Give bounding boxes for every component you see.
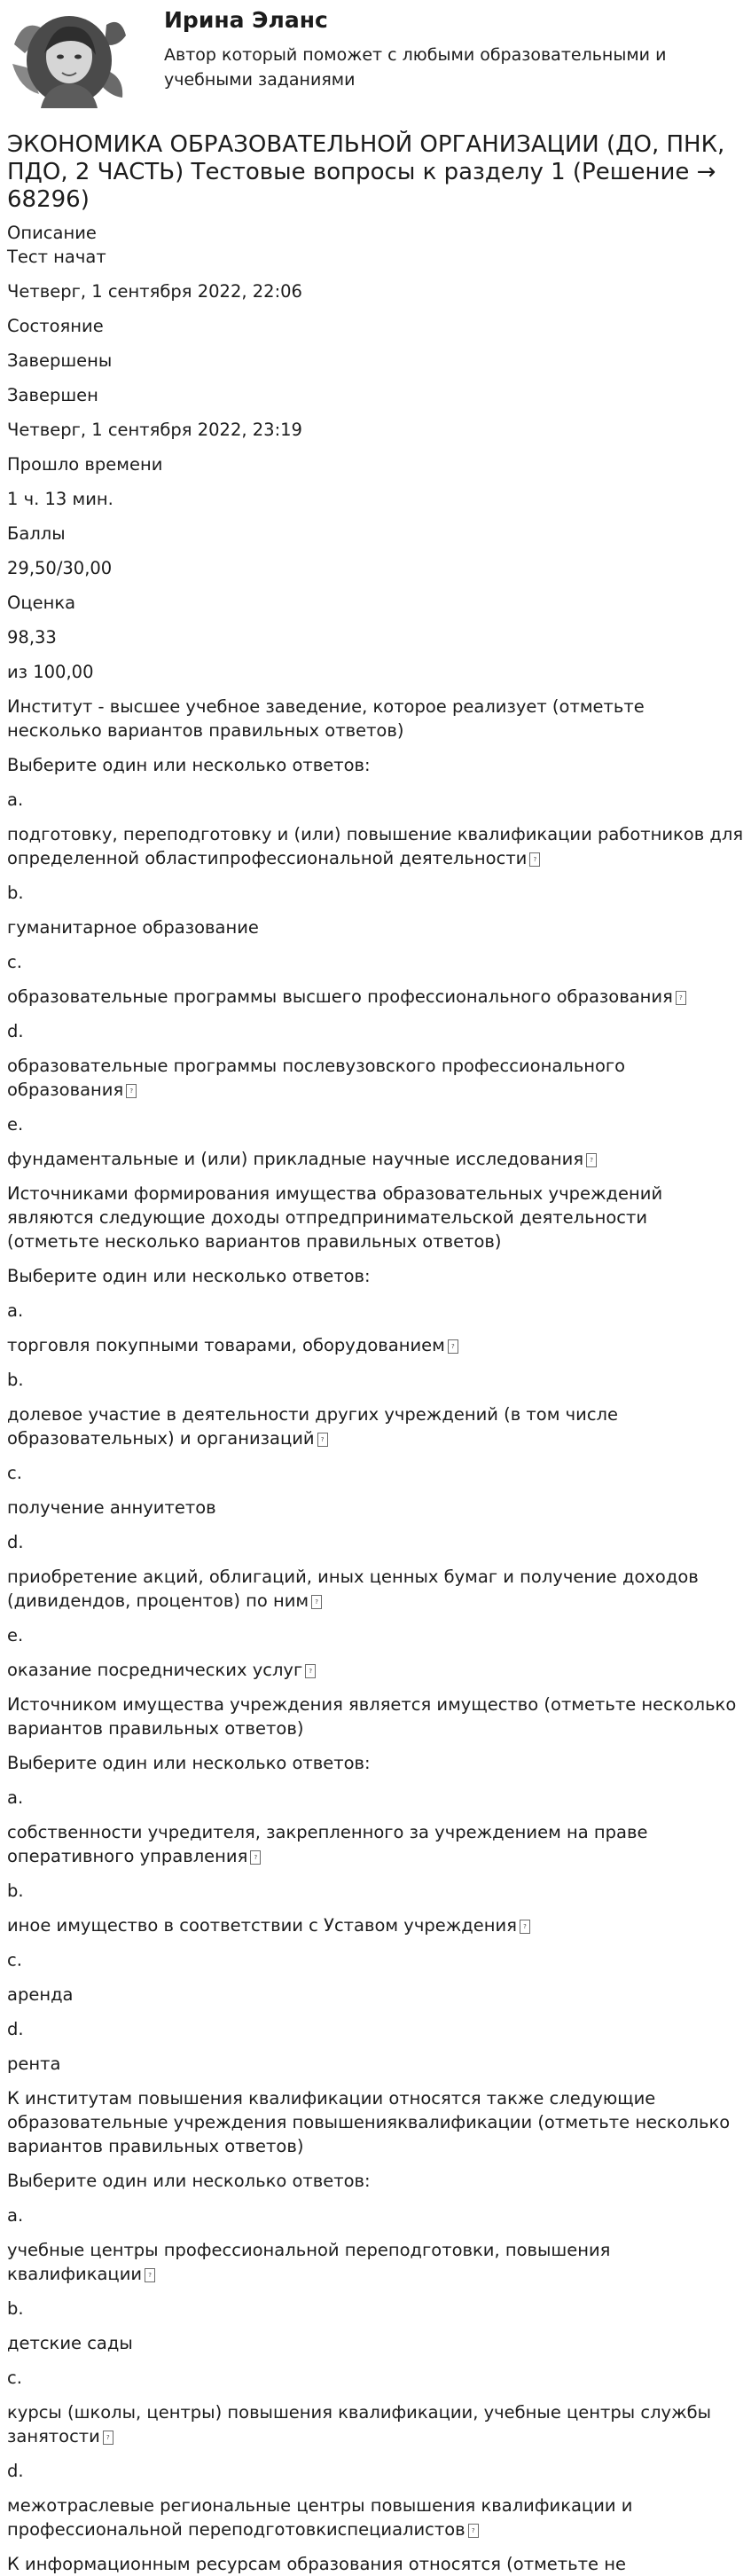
- spacer: [0, 1554, 751, 1565]
- spacer: [0, 1102, 751, 1112]
- spacer: [0, 777, 751, 788]
- answer-option: подготовку, переподготовку и (или) повышение квалификации работников для определенной областипрофессиональной деятельности ?: [7, 824, 744, 868]
- spacer: [0, 615, 751, 625]
- answer-option: долевое участие в деятельности других учреждений (в том числе образовательных) и организаций ?: [7, 1404, 619, 1449]
- spacer: [0, 812, 751, 822]
- answer-option: оказание посреднических услуг ?: [7, 1658, 744, 1682]
- missing-glyph-icon: ?: [529, 852, 540, 867]
- question-text: Источниками формирования имущества образовательных учреждений являются следующие доходы отпредпринимательской деятельности (отметьте несколько вариантов правильных ответов): [7, 1183, 663, 1252]
- spacer: [0, 1520, 751, 1530]
- spacer: [0, 1485, 751, 1496]
- question-text: Институт - высшее учебное заведение, которое реализует (отметьте несколько вариантов правильных ответов): [7, 696, 645, 741]
- spacer: [0, 1392, 751, 1402]
- spacer: [0, 1613, 751, 1623]
- answer-option: межотраслевые региональные центры повышения квалификации и профессиональной переподготовкиспециалистов ?: [7, 2495, 633, 2540]
- spacer: [0, 939, 751, 950]
- spacer: [0, 2076, 751, 2086]
- select-prompt: Выберите один или несколько ответов:: [7, 1266, 371, 1286]
- spacer: [0, 1810, 751, 1820]
- summary-line: Четверг, 1 сентября 2022, 22:06: [7, 281, 302, 302]
- spacer: [0, 546, 751, 556]
- option-letter: b.: [7, 2298, 24, 2319]
- summary-line: Описание: [7, 223, 97, 243]
- spacer: [0, 1682, 751, 1692]
- option-letter: d.: [7, 2019, 24, 2039]
- summary-line: Завершены: [7, 350, 113, 371]
- option-letter: b.: [7, 883, 24, 903]
- spacer: [0, 511, 751, 522]
- answer-option: собственности учредителя, закрепленного за учреждением на праве оперативного управления ?: [7, 1822, 648, 1866]
- spacer: [0, 442, 751, 452]
- select-prompt: Выберите один или несколько ответов:: [7, 1753, 371, 1773]
- author-header: [0, 0, 751, 115]
- page-title: ЭКОНОМИКА ОБРАЗОВАТЕЛЬНОЙ ОРГАНИЗАЦИИ (ДО, ПНК, ПДО, 2 ЧАСТЬ) Тестовые вопросы к разделу 1 (Решение → 68296): [7, 131, 725, 213]
- question-text: Источником имущества учреждения является имущество (отметьте несколько вариантов правильных ответов): [7, 1694, 737, 1739]
- option-letter: d.: [7, 1532, 24, 1552]
- select-prompt: Выберите один или несколько ответов:: [7, 2171, 371, 2191]
- answer-option: гуманитарное образование: [7, 917, 259, 938]
- spacer: [0, 2007, 751, 2017]
- spacer: [0, 1775, 751, 1786]
- spacer: [0, 1136, 751, 1147]
- spacer: [0, 1903, 751, 1913]
- spacer: [0, 2321, 751, 2331]
- spacer: [0, 974, 751, 985]
- spacer: [0, 649, 751, 660]
- spacer: [0, 373, 751, 383]
- spacer: [0, 407, 751, 418]
- spacer: [0, 1740, 751, 1751]
- spacer: [0, 2390, 751, 2400]
- spacer: [0, 303, 751, 314]
- question-text: К информационным ресурсам образования относятся (отметьте не: [7, 2554, 626, 2574]
- spacer: [0, 870, 751, 881]
- summary-line: Оценка: [7, 593, 76, 613]
- option-letter: a.: [7, 789, 24, 810]
- option-letter: e.: [7, 1114, 24, 1135]
- answer-option: аренда: [7, 1984, 74, 2005]
- missing-glyph-icon: ?: [468, 2524, 479, 2538]
- option-letter: c.: [7, 1950, 22, 1970]
- spacer: [0, 1323, 751, 1333]
- spacer: [0, 1868, 751, 1879]
- answer-option: рента: [7, 2054, 61, 2074]
- spacer: [0, 2541, 751, 2552]
- answer-option: получение аннуитетов: [7, 1497, 216, 1518]
- missing-glyph-icon: ?: [586, 1153, 597, 1167]
- option-letter: b.: [7, 1881, 24, 1901]
- answer-option: образовательные программы высшего профессионального образования ?: [7, 985, 744, 1009]
- option-letter: a.: [7, 2205, 24, 2226]
- spacer: [0, 1937, 751, 1948]
- answer-option: иное имущество в соответствии с Уставом учреждения ?: [7, 1913, 744, 1937]
- select-prompt: Выберите один или несколько ответов:: [7, 755, 371, 775]
- option-letter: c.: [7, 1463, 22, 1483]
- spacer: [0, 580, 751, 591]
- option-letter: b.: [7, 1370, 24, 1390]
- spacer: [0, 269, 751, 279]
- spacer: [0, 742, 751, 753]
- summary-line: Завершен: [7, 385, 98, 405]
- option-letter: c.: [7, 2368, 22, 2388]
- spacer: [0, 1253, 751, 1264]
- spacer: [0, 476, 751, 487]
- summary-line: 29,50/30,00: [7, 558, 113, 578]
- missing-glyph-icon: ?: [317, 1433, 328, 1447]
- answer-option: курсы (школы, центры) повышения квалификации, учебные центры службы занятости ?: [7, 2402, 712, 2446]
- spacer: [0, 338, 751, 349]
- missing-glyph-icon: ?: [448, 1339, 458, 1354]
- summary-line: Баллы: [7, 523, 66, 544]
- answer-option: приобретение акций, облигаций, иных ценных бумаг и получение доходов (дивидендов, процентов) по ним ?: [7, 1567, 699, 1611]
- spacer: [0, 1450, 751, 1461]
- answer-option: фундаментальные и (или) прикладные научные исследования ?: [7, 1147, 744, 1171]
- spacer: [0, 1357, 751, 1368]
- spacer: [0, 905, 751, 915]
- question-text: К институтам повышения квалификации относятся также следующие образовательные учреждения повышенияквалификации (отметьте несколько вариантов правильных ответов): [7, 2088, 731, 2156]
- spacer: [0, 2227, 751, 2238]
- spacer: [0, 1288, 751, 1299]
- option-letter: d.: [7, 1021, 24, 1041]
- answer-option: образовательные программы послевузовского профессионального образования ?: [7, 1056, 626, 1100]
- option-letter: e.: [7, 1625, 24, 1645]
- option-letter: a.: [7, 1787, 24, 1808]
- author-description: Автор который поможет с любыми образовательными и учебными заданиями: [164, 45, 667, 90]
- spacer: [0, 2158, 751, 2169]
- missing-glyph-icon: ?: [103, 2431, 113, 2445]
- spacer: [0, 1647, 751, 1658]
- option-letter: d.: [7, 2461, 24, 2481]
- spacer: [0, 2193, 751, 2203]
- author-name: Ирина Эланс: [164, 7, 328, 33]
- spacer: [0, 2448, 751, 2459]
- summary-line: Прошло времени: [7, 454, 163, 475]
- answer-option: детские сады: [7, 2333, 133, 2353]
- missing-glyph-icon: ?: [676, 991, 686, 1005]
- option-letter: a.: [7, 1300, 24, 1321]
- answer-option: учебные центры профессиональной переподготовки, повышения квалификации ?: [7, 2240, 611, 2284]
- missing-glyph-icon: ?: [311, 1595, 322, 1609]
- questions-list: [0, 695, 751, 2576]
- summary-line: Тест начат: [7, 247, 106, 267]
- spacer: [0, 2483, 751, 2494]
- option-letter: c.: [7, 952, 22, 972]
- spacer: [0, 684, 751, 695]
- summary-line: 98,33: [7, 627, 57, 648]
- spacer: [0, 2041, 751, 2052]
- spacer: [0, 2286, 751, 2297]
- missing-glyph-icon: ?: [250, 1850, 261, 1865]
- missing-glyph-icon: ?: [145, 2268, 155, 2282]
- summary-line: Состояние: [7, 316, 104, 336]
- spacer: [0, 1009, 751, 1019]
- answer-option: торговля покупными товарами, оборудованием ?: [7, 1333, 744, 1357]
- missing-glyph-icon: ?: [520, 1920, 530, 1934]
- missing-glyph-icon: ?: [126, 1084, 137, 1098]
- spacer: [0, 1972, 751, 1983]
- summary-line: 1 ч. 13 мин.: [7, 489, 113, 509]
- attempt-summary: [0, 221, 751, 695]
- missing-glyph-icon: ?: [305, 1664, 316, 1678]
- author-avatar: [7, 9, 131, 108]
- spacer: [0, 1043, 751, 1054]
- spacer: [0, 2355, 751, 2366]
- summary-line: Четверг, 1 сентября 2022, 23:19: [7, 420, 302, 440]
- summary-line: из 100,00: [7, 662, 94, 682]
- spacer: [0, 1171, 751, 1182]
